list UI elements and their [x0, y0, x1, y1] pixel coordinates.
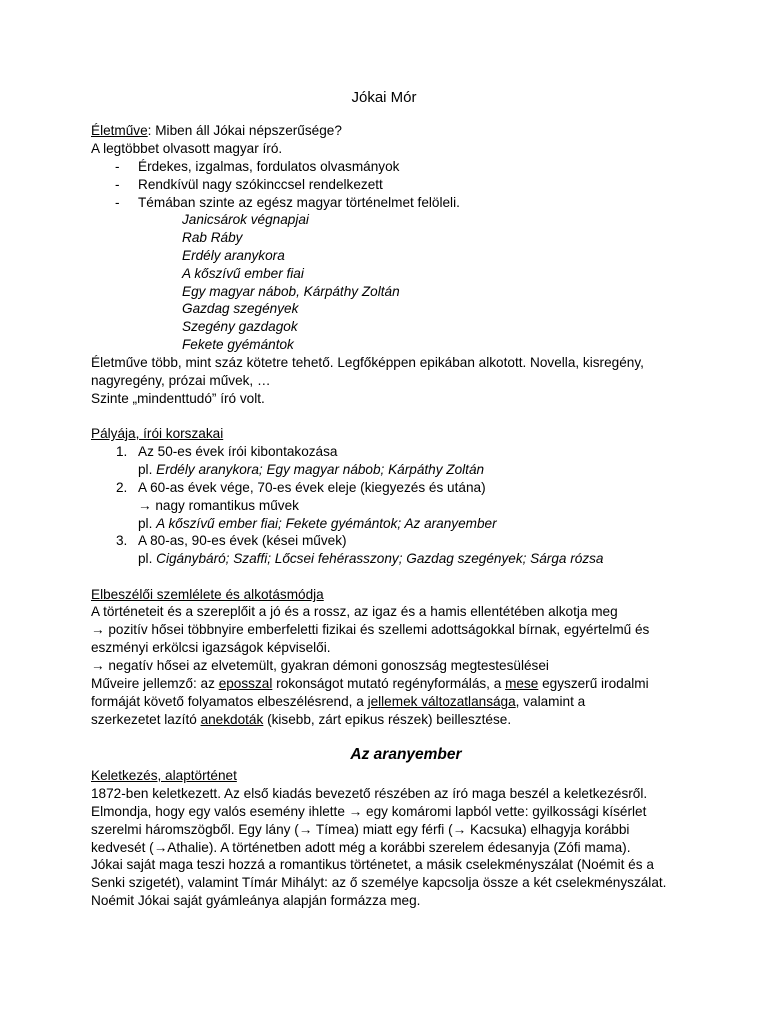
narrative-heading: Elbeszélői szemlélete és alkotásmódja [91, 587, 324, 602]
example-works: Cigánybáró; Szaffi; Lőcsei fehérasszony; Gazdag szegények; Sárga rózsa [156, 551, 604, 566]
life-work-question: : Miben áll Jókai népszerűsége? [147, 123, 342, 138]
paragraph-line: szerelmi háromszögből. Egy lány (→ Tímea) miatt egy férfi (→ Kacsuka) elhagyja korábbi [91, 822, 630, 837]
work-title: Szegény gazdagok [182, 319, 298, 334]
paragraph-line [91, 675, 649, 693]
period-example [138, 550, 603, 568]
text-run: rokonságot mutató regényformálás, a [272, 676, 506, 691]
paragraph-line: → pozitív hősei többnyire emberfeletti fizikai és szellemi adottságokkal bírnak, egyértelmű és [91, 622, 650, 637]
period-example [138, 461, 484, 479]
work-title: A kőszívű ember fiai [182, 266, 304, 281]
bullet-item: Rendkívül nagy szókinccsel rendelkezett [138, 177, 383, 192]
bullet-dash: - [115, 195, 120, 210]
paragraph-line: eszményi erkölcsi igazságok képviselői. [91, 640, 331, 655]
paragraph-line: nagyregény, prózai művek, … [91, 373, 271, 388]
paragraph-line: Noémit Jókai saját gyámleánya alapján formázza meg. [91, 893, 421, 908]
paragraph-line: Senki szigetét), valamint Tímár Mihályt: az ő személye kapcsolja össze a két cselekményszálat. [91, 875, 667, 890]
work-title: Gazdag szegények [182, 301, 299, 316]
period-item: Az 50-es évek írói kibontakozása [138, 444, 338, 459]
page-title: Jókai Mór [351, 89, 417, 106]
underlined-term: eposszal [218, 676, 273, 691]
list-number: 3. [116, 533, 128, 548]
period-example [138, 515, 497, 533]
paragraph-line: Jókai saját maga teszi hozzá a romantikus történetet, a másik cselekményszálat (Noémit és a [91, 857, 654, 872]
career-heading: Pályája, írói korszakai [91, 426, 224, 441]
origin-heading: Keletkezés, alaptörténet [91, 768, 237, 783]
section-title: Az aranyember [350, 746, 462, 763]
text-run: Műveire jellemző: az [91, 676, 219, 691]
list-number: 2. [116, 480, 128, 495]
period-item: A 80-as, 90-es évek (kései művek) [138, 533, 347, 548]
work-title: Fekete gyémántok [182, 337, 294, 352]
underlined-term: mese [505, 676, 539, 691]
example-works: A kőszívű ember fiai; Fekete gyémántok; Az aranyember [156, 516, 497, 531]
work-title: Janicsárok végnapjai [182, 212, 309, 227]
bullet-item: Érdekes, izgalmas, fordulatos olvasmányok [138, 159, 400, 174]
life-work-heading-line [91, 122, 342, 140]
paragraph-line: Elmondja, hogy egy valós esemény ihlette → egy komáromi lapból vette: gyilkossági kísérlet [91, 804, 647, 819]
work-title: Egy magyar nábob, Kárpáthy Zoltán [182, 284, 400, 299]
underlined-term: jellemek változatlansága [367, 694, 516, 709]
paragraph-line: Szinte „mindenttudó” író volt. [91, 391, 265, 406]
example-prefix: pl. [138, 551, 157, 566]
life-work-heading: Életműve [91, 123, 148, 138]
list-number: 1. [116, 444, 128, 459]
bullet-item: Témában szinte az egész magyar történelmet felöleli. [138, 195, 460, 210]
paragraph-line: A történeteit és a szereplőit a jó és a rossz, az igaz és a hamis ellentétében alkotja meg [91, 604, 618, 619]
text-run: , valamint a [515, 694, 586, 709]
period-note: → nagy romantikus művek [138, 498, 299, 513]
work-title: Rab Ráby [182, 230, 243, 245]
text-run: formáját követő folyamatos elbeszélésrend, a [91, 694, 368, 709]
text-run: szerkezetet lazító [91, 712, 201, 727]
paragraph-line [91, 693, 585, 711]
underlined-term: anekdoták [200, 712, 264, 727]
paragraph-line: kedvesét (→Athalie). A történetben adott még a korábbi szerelem édesanyja (Zófi mama). [91, 840, 631, 855]
text-run: egyszerű irodalmi [538, 676, 649, 691]
example-prefix: pl. [138, 462, 157, 477]
paragraph-line [91, 711, 511, 729]
bullet-dash: - [115, 159, 120, 174]
life-work-intro: A legtöbbet olvasott magyar író. [91, 141, 283, 156]
example-works: Erdély aranykora; Egy magyar nábob; Kárpáthy Zoltán [156, 462, 485, 477]
paragraph-line: Életműve több, mint száz kötetre tehető. Legfőképpen epikában alkotott. Novella, kisregény, [91, 355, 644, 370]
text-run: (kisebb, zárt epikus részek) beillesztése. [263, 712, 512, 727]
work-title: Erdély aranykora [182, 248, 285, 263]
example-prefix: pl. [138, 516, 157, 531]
period-item: A 60-as évek vége, 70-es évek eleje (kiegyezés és utána) [138, 480, 486, 495]
paragraph-line: → negatív hősei az elvetemült, gyakran démoni gonoszság megtestesülései [91, 658, 549, 673]
bullet-dash: - [115, 177, 120, 192]
paragraph-line: 1872-ben keletkezett. Az első kiadás bevezető részében az író maga beszél a keletkezésről. [91, 786, 648, 801]
